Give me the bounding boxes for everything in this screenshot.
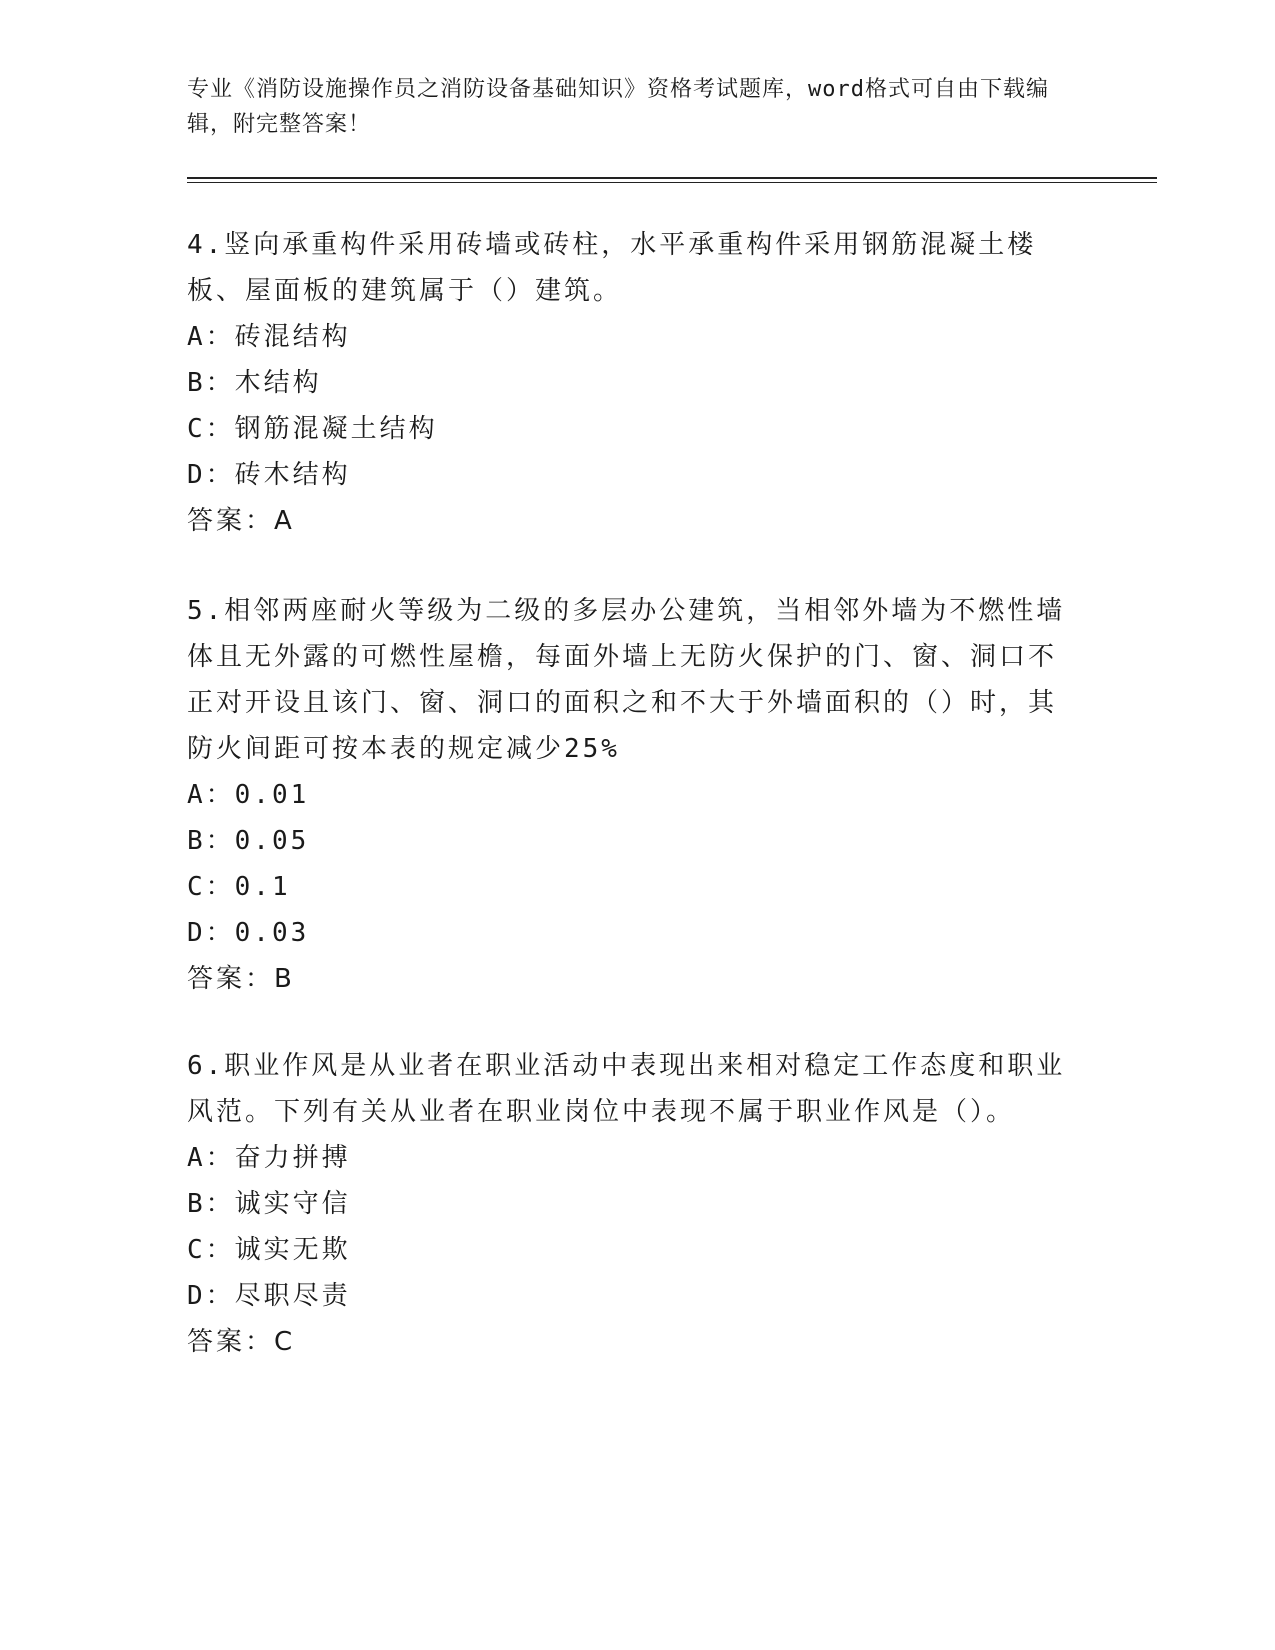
question-stem: 4.竖向承重构件采用砖墙或砖柱，水平承重构件采用钢筋混凝土楼板、屋面板的建筑属于（）建筑。 <box>187 230 1037 306</box>
option-a: A：奋力拼搏 <box>187 1143 351 1173</box>
option-c: C：钢筋混凝土结构 <box>187 414 438 444</box>
question-6 <box>187 1043 1067 1365</box>
answer: 答案：A <box>187 506 295 536</box>
option-d: D：砖木结构 <box>187 460 351 490</box>
answer: 答案：C <box>187 1327 296 1357</box>
option-c: C：0.1 <box>187 872 291 902</box>
answer: 答案：B <box>187 964 295 994</box>
option-d: D：尽职尽责 <box>187 1281 351 1311</box>
option-a: A：0.01 <box>187 780 310 810</box>
option-a: A：砖混结构 <box>187 322 351 352</box>
option-c: C：诚实无欺 <box>187 1235 351 1265</box>
document-header: 专业《消防设施操作员之消防设备基础知识》资格考试题库，word格式可自由下载编辑，附完整答案！ <box>187 77 1049 137</box>
question-4 <box>187 222 1067 544</box>
question-stem: 6.职业作风是从业者在职业活动中表现出来相对稳定工作态度和职业风范。下列有关从业者在职业岗位中表现不属于职业作风是（）。 <box>187 1051 1066 1127</box>
option-d: D：0.03 <box>187 918 310 948</box>
option-b: B：0.05 <box>187 826 310 856</box>
question-stem: 5.相邻两座耐火等级为二级的多层办公建筑，当相邻外墙为不燃性墙体且无外露的可燃性屋檐，每面外墙上无防火保护的门、窗、洞口不正对开设且该门、窗、洞口的面积之和不大于外墙面积的（）时，其防火间距可按本表的规定减少25% <box>187 596 1066 764</box>
option-b: B：木结构 <box>187 368 322 398</box>
option-b: B：诚实守信 <box>187 1189 351 1219</box>
header-divider-thin <box>187 182 1157 183</box>
question-5 <box>187 588 1067 1002</box>
header-divider <box>187 177 1157 179</box>
